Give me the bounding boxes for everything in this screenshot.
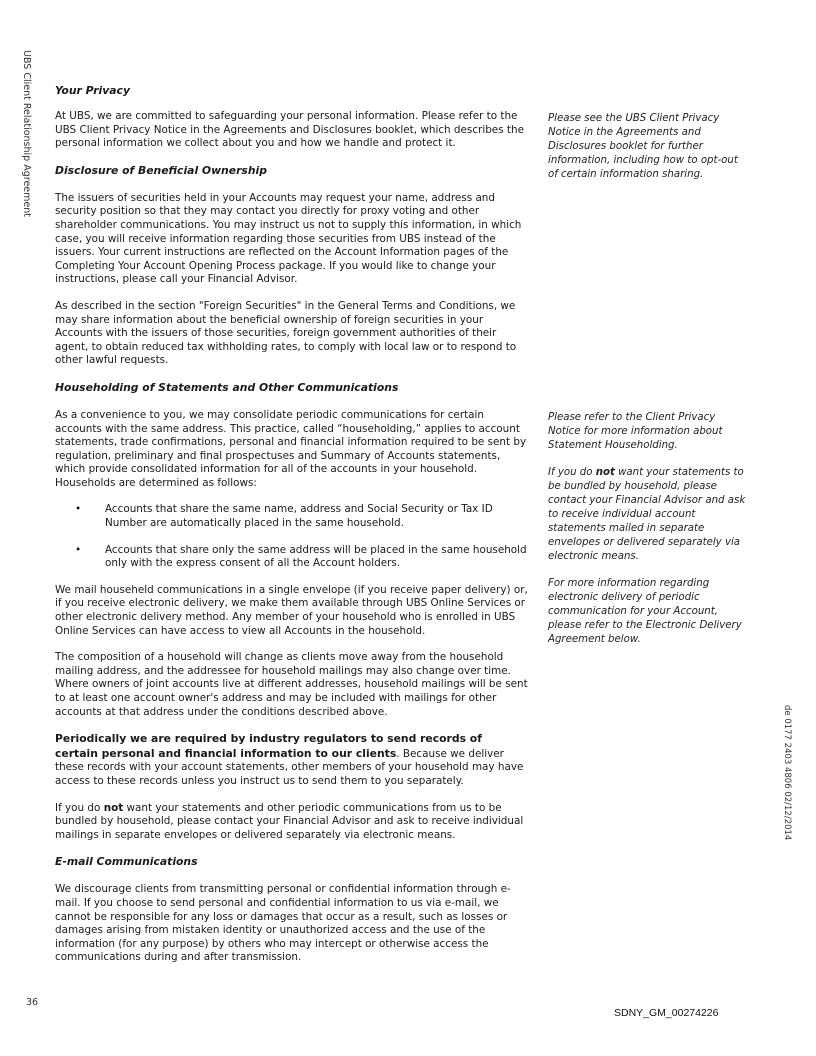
- bullet-text: Accounts that share only the same address will be placed in the same household only with the express consent of all the Account holders.: [105, 543, 527, 570]
- privacy-paragraph: At UBS, we are committed to safeguarding your personal information. Please refer to the UBS Client Privacy Notice in the Agreements and Disclosures booklet, which describes the personal information we collect about you and how we handle and protect it.: [55, 110, 524, 150]
- householding-paragraph-2: We mail househeld communications in a single envelope (if you receive paper delivery) or, if you receive electronic delivery, we make them available through UBS Online Services or other electronic delivery method. Any member of your household who is enrolled in UBS Online Services can have access to view all Accounts in the household.: [55, 583, 528, 637]
- bullet-text: Accounts that share the same name, address and Social Security or Tax ID Number are automatically placed in the same household.: [105, 503, 493, 530]
- beneficial-paragraph-2: As described in the section "Foreign Securities" in the General Terms and Conditions, we may share information about the beneficial ownership of foreign securities in your Accounts with the issuers of those securities, foreign government authorities of their agent, to obtain reduced tax withholding rates, to comply with local law or to respond to other lawful requests.: [55, 299, 517, 367]
- beneficial-paragraph-1: The issuers of securities held in your Accounts may request your name, address and security position so that they may contact you directly for proxy voting and other shareholder communications. You may instruct us not to supply this information, in which case, you will receive information regarding those securities from UBS instead of the issuers. Your current instructions are reflected on the Account Information pages of the Completing Your Account Opening Process package. If you would like to change your instructions, please call your Financial Advisor.: [55, 191, 522, 286]
- email-heading: E-mail Communications: [55, 855, 198, 869]
- side-title: [20, 50, 34, 217]
- beneficial-ownership-heading: Disclosure of Beneficial Ownership: [55, 163, 267, 177]
- bullet-item: [55, 544, 528, 571]
- mn2-bold: not: [595, 467, 615, 478]
- page-number: 36: [26, 997, 39, 1008]
- p5-pre: If you do: [55, 801, 104, 814]
- regulators-notice-rest: . Because we deliver these records with your account statements, other members of your household may have access to these records unless you instruct us to send them to you separately.: [55, 747, 524, 787]
- side-code-text: de 0177 2403 4806 02/12/2014: [782, 705, 792, 841]
- mn2-pre: If you do: [548, 467, 596, 478]
- document-bates-id: SDNY_GM_00274226: [614, 1007, 719, 1019]
- side-title-text: UBS Client Relationship Agreement: [21, 50, 32, 217]
- margin-note-privacy-text: Please see the UBS Client Privacy Notice in the Agreements and Disclosures booklet for further information, including how to opt-out of certain information sharing.: [548, 113, 738, 180]
- bullet-icon: •: [75, 503, 82, 516]
- householding-paragraph-4: [55, 732, 528, 788]
- privacy-heading: Your Privacy: [55, 84, 130, 97]
- email-paragraph: We discourage clients from transmitting personal or confidential information through e-mail. If you choose to send personal and confidential information to us via e-mail, we cannot be responsible for any loss or damages that occur as a result, such as losses or damages arising from mistaken identity or unauthorized access and the use of the information (for any purpose) by others who may intercept or otherwise access the communications during and after transmission.: [55, 883, 511, 964]
- margin-note-householding-3: For more information regarding electronic delivery of periodic communication for your Account, please refer to the Electronic Delivery Agreement below.: [548, 578, 742, 645]
- margin-note-householding-1: Please refer to the Client Privacy Notice for more information about Statement Householding.: [548, 412, 723, 451]
- margin-note-householding-2: [548, 466, 748, 564]
- householding-paragraph-1: As a convenience to you, we may consolidate periodic communications for certain accounts with the same address. This practice, called “householding,” applies to account statements, trade confirmations, personal and financial information required to be sent by regulation, preliminary and final prospectuses and Summary of Accounts statements, which provide consolidated information for all of the accounts in your household. Households are determined as follows:: [55, 408, 527, 489]
- bullet-icon: •: [75, 543, 82, 556]
- bullet-item: [55, 503, 528, 530]
- p5-bold: not: [103, 801, 124, 814]
- householding-heading: Householding of Statements and Other Communications: [55, 380, 399, 394]
- householding-paragraph-5: [55, 802, 528, 843]
- margin-notes-householding: [548, 411, 748, 660]
- regulators-notice-bold: Periodically we are required by industry regulators to send records of certain personal and financial information to our clients: [55, 732, 482, 760]
- mn2-post: want your statements to be bundled by household, please contact your Financial Advisor and ask to receive individual account statements mailed in separate envelopes or delivered separately via electronic means.: [548, 467, 746, 562]
- side-document-code: [780, 705, 794, 905]
- householding-paragraph-3: The composition of a household will change as clients move away from the household mailing address, and the addressee for household mailings may also change over time. Where owners of joint accounts live at different addresses, household mailings will be sent to at least one account owner's address and may be included with mailings for other accounts at that address under the conditions described above.: [55, 651, 528, 718]
- margin-note-privacy: [548, 112, 748, 182]
- p5-post: want your statements and other periodic communications from us to be bundled by household, please contact your Financial Advisor and ask to receive individual mailings in separate envelopes or delivered separately via electronic means.: [55, 801, 524, 841]
- main-column: [55, 84, 528, 978]
